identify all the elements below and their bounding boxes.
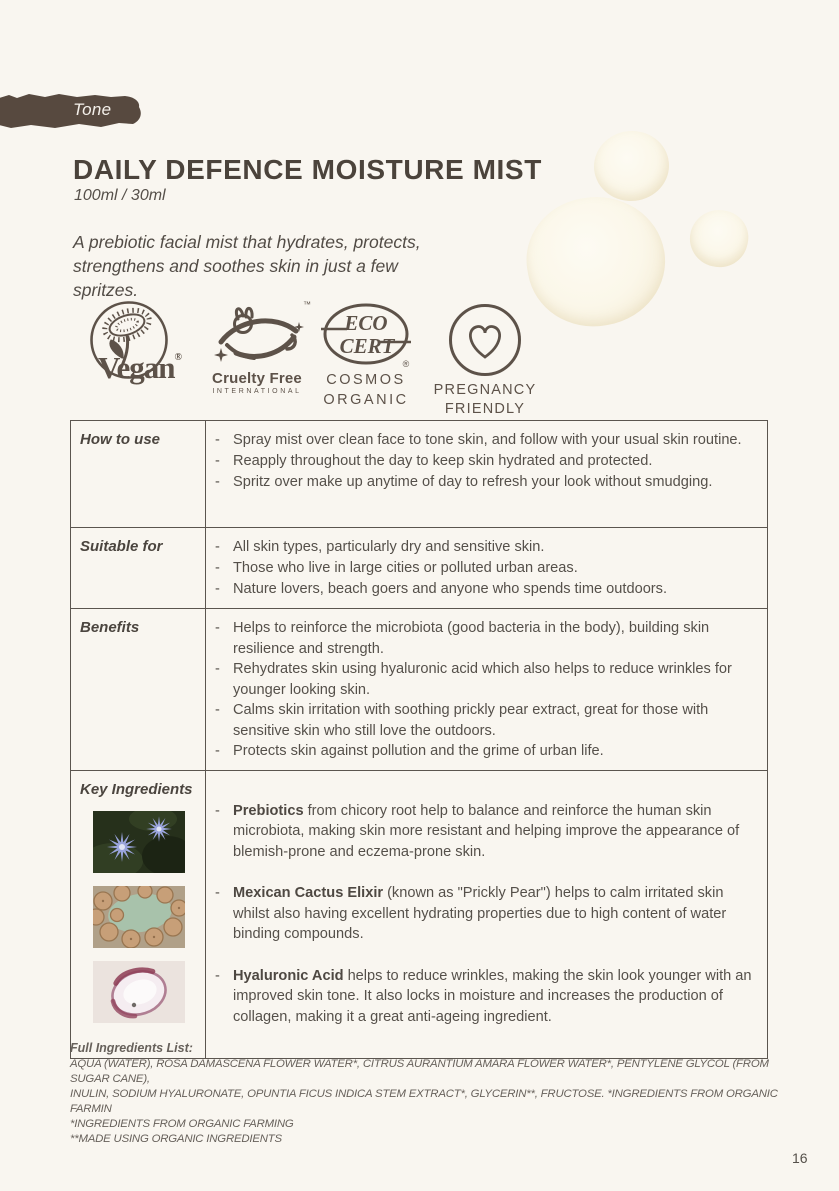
registered-mark: ® xyxy=(174,352,183,363)
ingredient-paragraph xyxy=(206,966,753,1028)
svg-text:ECO: ECO xyxy=(344,311,388,335)
page-number: 16 xyxy=(792,1150,808,1166)
ingredient-paragraph xyxy=(206,883,753,945)
cruelty-free-sublabel: INTERNATIONAL xyxy=(212,388,302,395)
leaping-bunny-icon xyxy=(208,302,306,368)
chicory-flowers-image xyxy=(93,811,185,873)
ingredient-paragraph xyxy=(206,801,753,863)
ingredient-name: Mexican Cactus Elixir xyxy=(233,885,384,901)
pregnancy-label: PREGNANCY xyxy=(433,382,537,398)
full-ingredients-label: Full Ingredients List: xyxy=(70,1041,193,1055)
table-row-benefits xyxy=(71,608,767,770)
table-row-how-to-use xyxy=(71,421,767,527)
bullet-item: - Spritz over make up anytime of day to refresh your look without smudging. xyxy=(206,472,753,493)
prickly-pear-cactus-image xyxy=(93,886,185,948)
product-droplet-medium xyxy=(591,127,673,204)
table-row-suitable-for xyxy=(71,527,767,608)
product-sizes: 100ml / 30ml xyxy=(74,187,166,204)
ingredient-thumbnails xyxy=(93,811,199,1023)
cruelty-free-badge xyxy=(205,302,309,395)
pregnancy-friendly-badge xyxy=(430,303,540,417)
row-label: Suitable for xyxy=(71,528,206,608)
organic-label: ORGANIC xyxy=(323,392,409,408)
ecocert-badge xyxy=(320,303,412,409)
page-title: DAILY DEFENCE MOISTURE MIST xyxy=(73,154,542,185)
bullet-item: - Rehydrates skin using hyaluronic acid which also helps to reduce wrinkles for younger looking skin. xyxy=(206,659,753,700)
friendly-label: FRIENDLY xyxy=(444,401,526,417)
bullet-item: - Nature lovers, beach goers and anyone who spends time outdoors. xyxy=(206,579,753,600)
heart-circle-icon xyxy=(447,303,523,379)
bullet-item: - Spray mist over clean face to tone skin, and follow with your usual skin routine. xyxy=(206,430,753,451)
hyaluronic-acid-gel-image xyxy=(93,961,185,1023)
trademark-mark: ™ xyxy=(303,300,311,309)
product-droplet-small xyxy=(684,204,754,273)
ingredients-line: **MADE USING ORGANIC INGREDIENTS xyxy=(70,1133,282,1145)
bullet-item: - Helps to reinforce the microbiota (good bacteria in the body), building skin resilience and strength. xyxy=(206,618,753,659)
bullet-item: - Those who live in large cities or polluted urban areas. xyxy=(206,558,753,579)
row-label-text: Key Ingredients xyxy=(80,780,193,798)
ecocert-oval-icon xyxy=(320,303,412,369)
ingredients-line: *INGREDIENTS FROM ORGANIC FARMING xyxy=(70,1118,294,1130)
svg-text:®: ® xyxy=(402,359,410,369)
row-content xyxy=(206,528,767,608)
row-label: How to use xyxy=(71,421,206,527)
row-label: Benefits xyxy=(71,609,206,770)
cruelty-free-label: Cruelty Free xyxy=(212,370,302,387)
ingredient-name: Hyaluronic Acid xyxy=(233,967,344,984)
ingredient-text: (known as "Prickly Pear") helps to calm irritated skin whilst also having excellent hydrating properties due to high content of water binding compounds. xyxy=(233,885,727,942)
vegan-badge xyxy=(70,300,192,385)
ingredient-text: helps to reduce wrinkles, making the skin look younger with an improved skin tone. It also locks in moisture and increases the production of collagen, making it a great anti-ageing ingredient. xyxy=(233,967,752,1025)
vegan-wordmark: Vegan® xyxy=(98,350,183,385)
cosmos-label: COSMOS xyxy=(326,372,406,388)
bullet-item: - All skin types, particularly dry and sensitive skin. xyxy=(206,537,753,558)
row-label xyxy=(71,771,206,1058)
product-droplet-large xyxy=(517,186,675,337)
row-content xyxy=(206,609,767,770)
section-tab-tone xyxy=(0,90,147,134)
product-info-table xyxy=(70,420,768,1059)
bullet-item: - Reapply throughout the day to keep skin hydrated and protected. xyxy=(206,451,753,472)
table-row-key-ingredients xyxy=(71,770,767,1058)
ingredients-line: INULIN, SODIUM HYALURONATE, OPUNTIA FICUS INDICA STEM EXTRACT*, GLYCERIN**, FRUCTOSE. *INGREDIENTS FROM ORGANIC FARMIN xyxy=(70,1088,778,1115)
row-content xyxy=(206,421,767,527)
tab-label: Tone xyxy=(73,100,112,119)
ingredient-name: Prebiotics xyxy=(233,802,304,819)
ingredient-text: from chicory root help to balance and reinforce the human skin microbiota, making skin more resistant and helping improve the appearance of blemish-prone and eczema-prone skin. xyxy=(233,802,740,860)
bullet-item: - Protects skin against pollution and the grime of urban life. xyxy=(206,741,753,762)
bullet-item: - Calms skin irritation with soothing prickly pear extract, great for those with sensitive skin who still love the outdoors. xyxy=(206,700,753,741)
svg-text:CERT: CERT xyxy=(339,334,395,358)
row-content xyxy=(206,771,767,1058)
product-description: A prebiotic facial mist that hydrates, protects, strengthens and soothes skin in just a few spritzes. xyxy=(73,232,421,300)
ingredients-line: AQUA (WATER), ROSA DAMASCENA FLOWER WATER*, CITRUS AURANTIUM AMARA FLOWER WATER*, PENTYLENE GLYCOL (FROM SUGAR CANE), xyxy=(70,1058,769,1085)
full-ingredients-section xyxy=(70,1041,790,1147)
